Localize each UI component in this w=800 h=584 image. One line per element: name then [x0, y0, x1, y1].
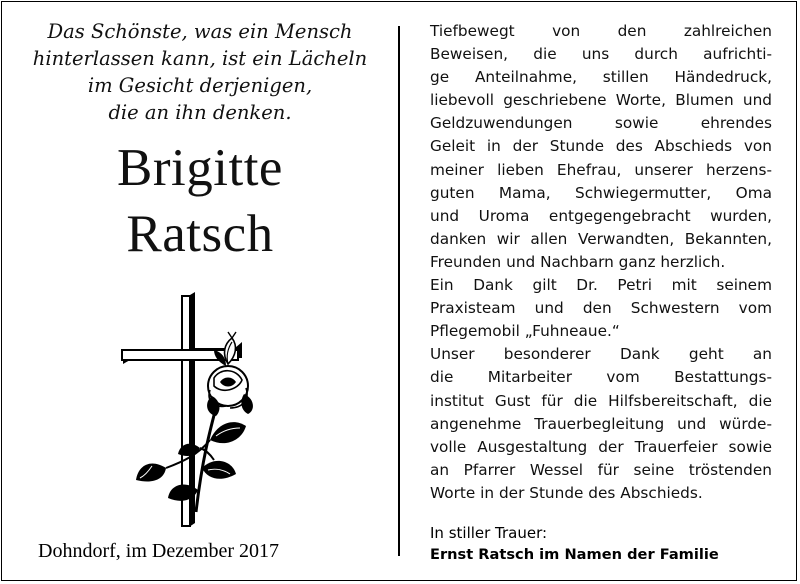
closing-signature — [430, 522, 770, 566]
message-line: Worte in der Stunde des Abschieds. — [430, 483, 703, 502]
memorial-poem — [20, 18, 380, 126]
message-line: und Uroma entgegengebracht wurden, — [430, 206, 772, 225]
message-line: angenehme Trauerbegleitung und würde- — [430, 414, 772, 433]
message-line: Pflegemobil „Fuhneaue.“ — [430, 322, 620, 341]
message-line: institut Gust für die Hilfsbereitschaft, die — [430, 391, 772, 410]
message-line: Unser besonderer Dank geht an — [430, 345, 772, 364]
message-line: Freunden und Nachbarn ganz herzlich. — [430, 252, 726, 271]
message-line: Ein Dank gilt Dr. Petri mit seinem — [430, 276, 772, 295]
message-line: Geldzuwendungen sowie ehrendes — [430, 114, 772, 133]
poem-line: hinterlassen kann, ist ein Lächeln — [32, 47, 368, 70]
message-line: guten Mama, Schwiegermutter, Oma — [430, 183, 772, 202]
poem-line: im Gesicht derjenigen, — [87, 74, 313, 97]
message-line: danken wir allen Verwandten, Bekannten, — [430, 229, 772, 248]
poem-line: die an ihn denken. — [108, 101, 292, 124]
message-line: ge Anteilnahme, stillen Händedruck, — [430, 68, 772, 87]
message-line: volle Ausgestaltung der Trauerfeier sowie — [430, 437, 772, 456]
message-line: an Pfarrer Wessel für seine tröstenden — [430, 460, 772, 479]
thank-you-message — [430, 20, 772, 505]
message-line: meiner lieben Ehefrau, unserer herzens- — [430, 160, 772, 179]
closing-intro: In stiller Trauer: — [430, 524, 548, 542]
message-line: liebevoll geschriebene Worte, Blumen und — [430, 91, 772, 110]
deceased-last-name: Ratsch — [126, 205, 274, 263]
poem-line: Das Schönste, was ein Mensch — [47, 20, 353, 43]
deceased-first-name: Brigitte — [117, 139, 283, 197]
message-line: Geleit in der Stunde des Abschieds von — [430, 137, 772, 156]
message-line: Beweisen, die uns durch aufrichti- — [430, 45, 772, 64]
signer-name: Ernst Ratsch im Namen der Familie — [430, 546, 719, 563]
left-column — [0, 0, 398, 584]
message-line: die Mitarbeiter vom Bestattungs- — [430, 368, 772, 387]
message-line: Tiefbewegt von den zahlreichen — [430, 22, 772, 40]
cross-with-rose-icon — [110, 290, 285, 530]
column-divider — [398, 26, 400, 556]
message-line: Praxisteam und den Schwestern vom — [430, 299, 772, 318]
place-and-date: Dohndorf, im Dezember 2017 — [38, 540, 280, 562]
